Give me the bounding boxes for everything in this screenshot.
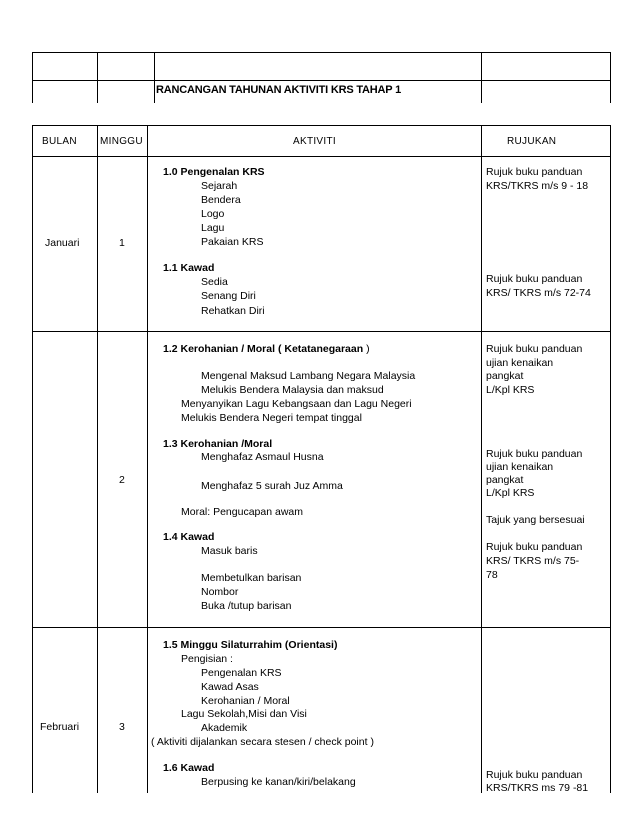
row-3-minggu: 3 [119, 721, 125, 733]
top-table-row-divider [32, 80, 610, 81]
row-2-rujukan-line: KRS/ TKRS m/s 75- [486, 555, 580, 567]
row-2-rujukan-line: Rujuk buku panduan [486, 343, 583, 355]
row-3-line: Lagu Sekolah,Misi dan Visi [181, 708, 307, 720]
row-2-minggu: 2 [119, 474, 125, 486]
row-2-rujukan-line: ujian kenaikan [486, 357, 554, 369]
row-2-section-1-title [163, 343, 370, 356]
row-2-item: Menyanyikan Lagu Kebangsaan dan Lagu Negeri [181, 398, 412, 410]
row-2-item: Membetulkan barisan [201, 572, 302, 584]
row-2-item: Menghafaz Asmaul Husna [201, 451, 324, 463]
row-1-bulan: Januari [45, 237, 80, 249]
row-1-item: Pakaian KRS [201, 236, 264, 248]
row-1-item: Sedia [201, 276, 228, 288]
row-1-item: Bendera [201, 194, 241, 206]
row-1-item: Rehatkan Diri [201, 305, 265, 317]
row-2-item: Buka /tutup barisan [201, 600, 292, 612]
row-2-item: Mengenal Maksud Lambang Negara Malaysia [201, 370, 416, 382]
top-table-col-1 [32, 52, 33, 103]
row-2-rujukan-line: pangkat [486, 474, 524, 486]
row-1-rujukan-line: KRS/ TKRS m/s 72-74 [486, 287, 591, 299]
row-1-rujukan-line: KRS/TKRS m/s 9 - 18 [486, 180, 589, 192]
row-2-section-1-title-end: ) [366, 343, 370, 355]
row-1-item: Senang Diri [201, 290, 256, 302]
row-2-item: Moral: Pengucapan awam [181, 506, 303, 518]
header-minggu: MINGGU [100, 136, 143, 147]
row-2-section-2-title: 1.3 Kerohanian /Moral [163, 438, 273, 450]
header-rujukan: RUJUKAN [507, 136, 557, 147]
main-col-line-1 [32, 125, 33, 793]
row-2-rujukan-line: L/Kpl KRS [486, 487, 535, 499]
row-3-bulan: Februari [40, 721, 80, 733]
row-3-line: Pengisian : [181, 653, 233, 665]
row-2-rujukan-line: L/Kpl KRS [486, 384, 535, 396]
row-1-section-2-title: 1.1 Kawad [163, 262, 215, 274]
top-table-col-4 [481, 52, 482, 103]
row-2-rujukan-line: Rujuk buku panduan [486, 448, 583, 460]
row-1-item: Sejarah [201, 180, 238, 192]
row-3-line: Akademik [201, 722, 248, 734]
main-col-line-4 [481, 125, 482, 793]
row-2-rujukan-line: ujian kenaikan [486, 461, 554, 473]
row-3-section-1-title: 1.5 Minggu Silaturrahim (Orientasi) [163, 639, 338, 651]
row-2-section-1-title-text: 1.2 Kerohanian / Moral ( Ketatanegaraan [163, 343, 364, 355]
row-2-divider [32, 627, 610, 628]
page-title: RANCANGAN TAHUNAN AKTIVITI KRS TAHAP 1 [156, 84, 401, 96]
row-2-section-3-title: 1.4 Kawad [163, 531, 215, 543]
row-2-rujukan-line: Rujuk buku panduan [486, 541, 583, 553]
header-bulan: BULAN [42, 136, 77, 147]
row-1-rujukan-line: Rujuk buku panduan [486, 273, 583, 285]
row-3-rujukan-line: KRS/TKRS ms 79 -81 [486, 782, 589, 794]
top-table-border-top [32, 52, 610, 53]
top-table-col-3 [154, 52, 155, 103]
row-1-divider [32, 331, 610, 332]
row-3-line: Pengenalan KRS [201, 667, 282, 679]
main-col-line-2 [97, 125, 98, 793]
row-3-line: Kawad Asas [201, 681, 259, 693]
row-3-rujukan-line: Rujuk buku panduan [486, 769, 583, 781]
row-3-item: Berpusing ke kanan/kiri/belakang [201, 776, 356, 788]
main-col-line-3 [147, 125, 148, 793]
main-col-line-5 [610, 125, 611, 793]
row-2-item: Melukis Bendera Malaysia dan maksud [201, 384, 384, 396]
row-2-rujukan-line: Tajuk yang bersesuai [486, 514, 585, 526]
row-3-section-2-title: 1.6 Kawad [163, 762, 215, 774]
top-table-col-5 [610, 52, 611, 103]
top-table-col-2 [97, 52, 98, 103]
header-aktiviti: AKTIVITI [293, 136, 336, 147]
row-1-section-1-title: 1.0 Pengenalan KRS [163, 166, 265, 178]
row-2-rujukan-line: pangkat [486, 370, 524, 382]
header-row-divider [32, 156, 610, 157]
row-1-rujukan-line: Rujuk buku panduan [486, 166, 583, 178]
row-2-item: Menghafaz 5 surah Juz Amma [201, 480, 343, 492]
row-2-item: Nombor [201, 586, 239, 598]
row-1-item: Logo [201, 208, 225, 220]
row-1-item: Lagu [201, 222, 225, 234]
row-2-item: Masuk baris [201, 545, 258, 557]
row-1-minggu: 1 [119, 237, 125, 249]
row-2-item: Melukis Bendera Negeri tempat tinggal [181, 412, 362, 424]
main-table-border-top [32, 125, 610, 126]
row-3-line: ( Aktiviti dijalankan secara stesen / check point ) [151, 736, 374, 748]
row-2-rujukan-line: 78 [486, 569, 498, 581]
row-3-line: Kerohanian / Moral [201, 695, 290, 707]
